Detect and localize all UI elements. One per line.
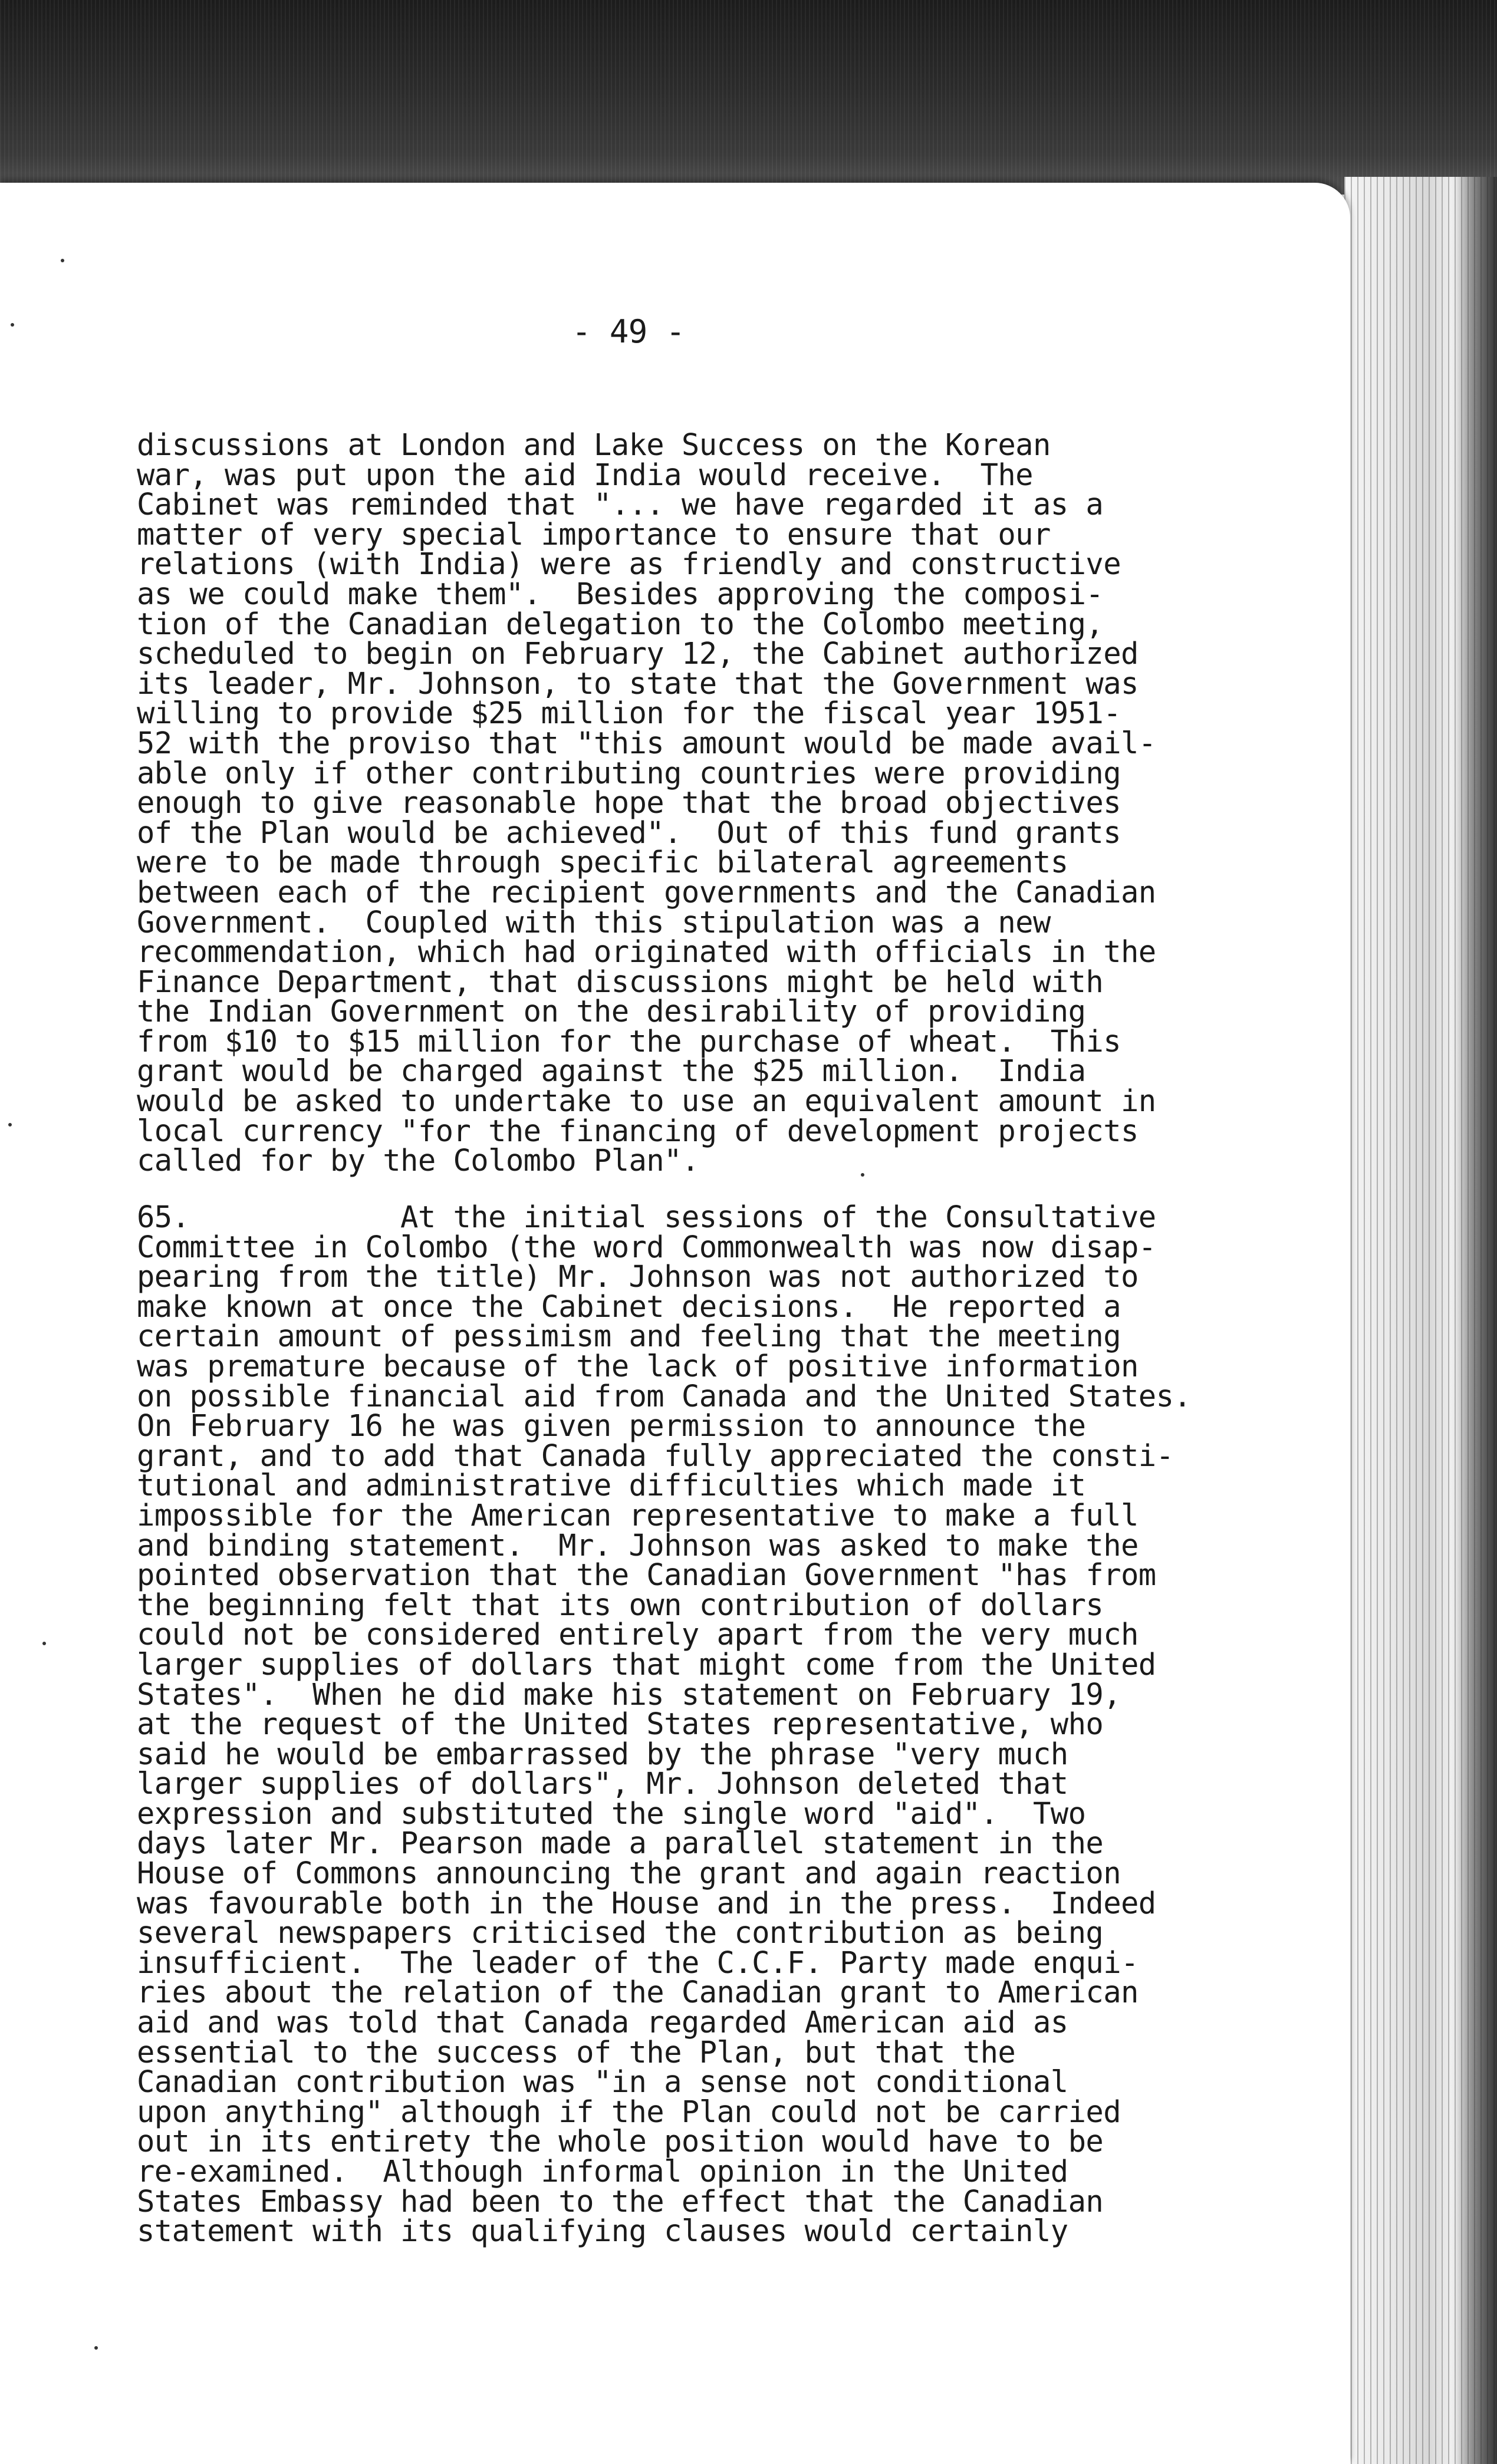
paragraph-continuation [137, 427, 1156, 1178]
scan-speck [94, 2346, 98, 2350]
text-line: as we could make them". Besides approving the composi- [137, 576, 1104, 611]
text-line: make known at once the Cabinet decisions. He reported a [137, 1289, 1121, 1324]
text-line: the beginning felt that its own contribution of dollars [137, 1587, 1104, 1622]
text-line: relations (with India) were as friendly and constructive [137, 546, 1121, 582]
scan-speck [11, 323, 14, 327]
text-line: aid and was told that Canada regarded American aid as [137, 2005, 1068, 2040]
text-line: willing to provide $25 million for the fiscal year 1951- [137, 696, 1121, 731]
text-line: its leader, Mr. Johnson, to state that the Government was [137, 666, 1139, 701]
text-line: from $10 to $15 million for the purchase of wheat. This [137, 1023, 1121, 1059]
text-line: On February 16 he was given permission to announce the [137, 1408, 1086, 1444]
text-line: discussions at London and Lake Success on the Korean [137, 427, 1051, 462]
text-line: expression and substituted the single word "aid". Two [137, 1796, 1086, 1831]
text-line: insufficient. The leader of the C.C.F. Party made enqui- [137, 1945, 1139, 1980]
text-line: of the Plan would be achieved". Out of this fund grants [137, 815, 1121, 850]
text-line: several newspapers criticised the contribution as being [137, 1915, 1104, 1951]
text-line: scheduled to begin on February 12, the Cabinet authorized [137, 636, 1139, 671]
text-line: statement with its qualifying clauses would certainly [137, 2213, 1068, 2249]
text-line: at the request of the United States representative, who [137, 1707, 1104, 1742]
text-line: local currency "for the financing of development projects [137, 1113, 1139, 1148]
book-page-edges [1344, 177, 1497, 2464]
text-line: States". When he did make his statement on February 19, [137, 1676, 1121, 1712]
text-line: and binding statement. Mr. Johnson was asked to make the [137, 1527, 1139, 1563]
text-line: essential to the success of the Plan, but that the [137, 2034, 1016, 2070]
scan-speck [42, 1642, 46, 1645]
text-line: said he would be embarrassed by the phrase "very much [137, 1736, 1068, 1771]
text-line: larger supplies of dollars", Mr. Johnson deleted that [137, 1766, 1068, 1801]
text-line: was favourable both in the House and in the press. Indeed [137, 1885, 1156, 1921]
text-line: would be asked to undertake to use an equivalent amount in [137, 1083, 1156, 1119]
text-line: States Embassy had been to the effect that the Canadian [137, 2183, 1104, 2219]
text-line: 65. At the initial sessions of the Consultative [137, 1200, 1156, 1234]
scanner-background [0, 0, 1497, 195]
text-line: between each of the recipient governments and the Canadian [137, 874, 1156, 910]
text-line: House of Commons announcing the grant and again reaction [137, 1856, 1121, 1891]
text-line: 52 with the proviso that "this amount would be made avail- [137, 725, 1156, 760]
text-line: certain amount of pessimism and feeling that the meeting [137, 1319, 1121, 1354]
text-line: war, was put upon the aid India would receive. The [137, 457, 1033, 492]
scan-speck [8, 1123, 12, 1126]
text-line: pointed observation that the Canadian Government "has from [137, 1557, 1156, 1593]
paragraph-65 [137, 1200, 1192, 2249]
text-line: could not be considered entirely apart from the very much [137, 1617, 1139, 1652]
text-line: upon anything" although if the Plan could not be carried [137, 2094, 1121, 2129]
text-line: pearing from the title) Mr. Johnson was not authorized to [137, 1259, 1139, 1294]
text-line: the Indian Government on the desirability of providing [137, 994, 1086, 1029]
text-line: tion of the Canadian delegation to the Colombo meeting, [137, 606, 1104, 641]
text-line: were to be made through specific bilateral agreements [137, 845, 1068, 880]
text-line: called for by the Colombo Plan". [137, 1143, 699, 1178]
text-line: tutional and administrative difficulties which made it [137, 1468, 1086, 1503]
text-line: recommendation, which had originated with officials in the [137, 934, 1156, 970]
text-line: enough to give reasonable hope that the broad objectives [137, 785, 1121, 821]
scan-speck [61, 259, 64, 262]
text-line: able only if other contributing countries were providing [137, 755, 1121, 790]
text-line: impossible for the American representative to make a full [137, 1497, 1139, 1533]
page-number: - 49 - [572, 313, 685, 350]
scan-speck [861, 1173, 864, 1177]
text-line: was premature because of the lack of positive information [137, 1348, 1139, 1383]
text-line: Committee in Colombo (the word Commonwealth was now disap- [137, 1229, 1156, 1264]
text-line: matter of very special importance to ensure that our [137, 516, 1051, 552]
text-line: out in its entirety the whole position would have to be [137, 2124, 1104, 2159]
text-line: grant would be charged against the $25 million. India [137, 1053, 1086, 1089]
text-line: Canadian contribution was "in a sense not conditional [137, 2064, 1068, 2100]
text-line: Finance Department, that discussions might be held with [137, 964, 1104, 999]
text-line: days later Mr. Pearson made a parallel statement in the [137, 1826, 1104, 1861]
text-line: ries about the relation of the Canadian grant to American [137, 1975, 1139, 2010]
text-line: re-examined. Although informal opinion in the United [137, 2154, 1068, 2189]
text-line: larger supplies of dollars that might come from the United [137, 1646, 1156, 1682]
text-line: Cabinet was reminded that "... we have regarded it as a [137, 487, 1104, 522]
text-line: on possible financial aid from Canada and the United States. [137, 1378, 1192, 1414]
text-line: Government. Coupled with this stipulation was a new [137, 904, 1051, 940]
text-line: grant, and to add that Canada fully appreciated the consti- [137, 1438, 1174, 1473]
